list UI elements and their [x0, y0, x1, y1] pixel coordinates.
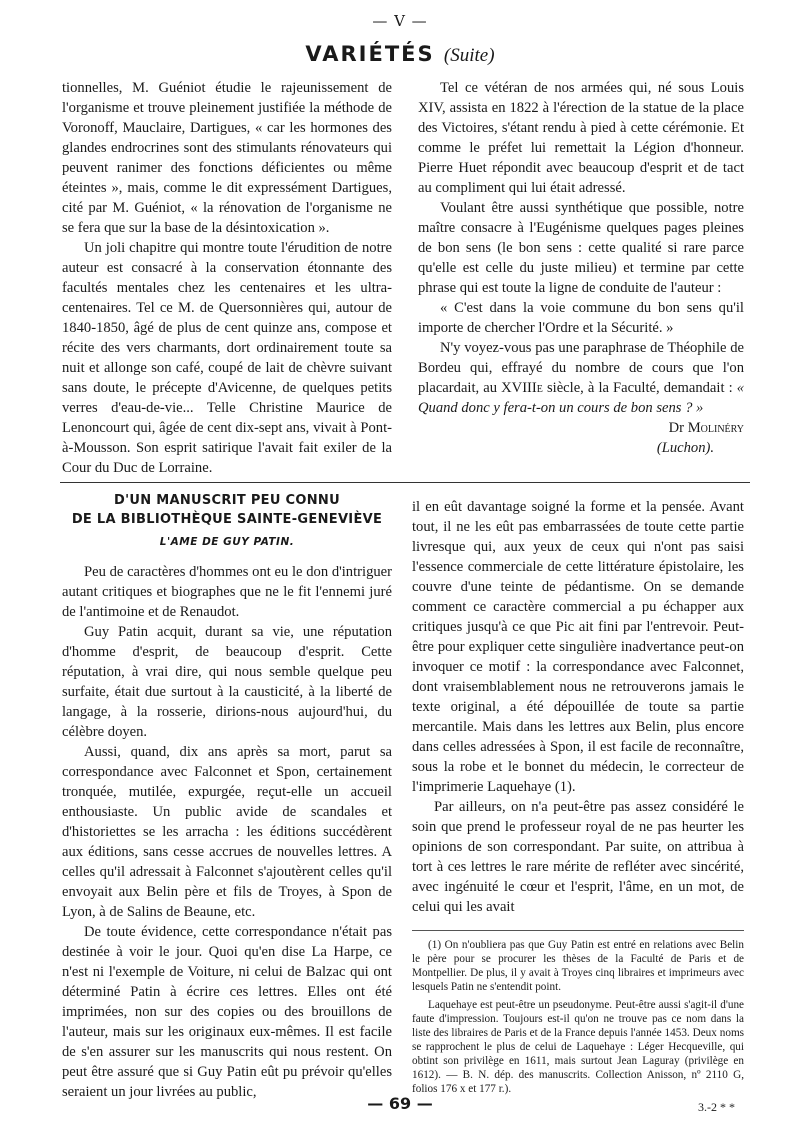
section-suite: (Suite) [443, 45, 495, 66]
printer-signature-mark: 3.-2 * * [698, 1100, 735, 1114]
paragraph [418, 338, 744, 418]
signature-prefix: Dr [668, 420, 685, 436]
paragraph: il en eût davantage soigné la forme et la pensée. Avant tout, il ne les eût pas embarrassées de toute cette partie livresque qui, aux yeux de ceux qui n'ont pas saisi l'essence commerciale de cette littérature épistolaire, les couvre d'une teinte de pédantisme. On se demande comment ce caractère commercial a pu échapper aux critiques jusqu'à ce que Pic ait fini par l'entrevoir. Peut-être pour expliquer cette singulière inadvertance peut-on invoquer ce motif : la correspondance avec Falconnet, dont vraisemblablement nous ne retrouverons jamais le texte original, a été dépouillée de toute sa partie mercantile. Mais dans les lettres aux Belin, plus encore dans celles adressées à Spon, il est facile de reconnaître, sous la robe et le bonnet du médecin, le correcteur de l'imprimerie Laquehaye (1). [412, 499, 744, 795]
top-left-column [62, 78, 392, 478]
century: XVIIIe [501, 380, 543, 396]
paragraph-text: N'y voyez-vous pas une paraphrase de Théophile de Bordeu qui, effrayé du nombre de cours que l'on placardait, au [418, 340, 744, 396]
bottom-right-column [412, 497, 744, 917]
article-subtitle: L'AME DE GUY PATIN. [159, 536, 295, 548]
paragraph: tionnelles, M. Guéniot étudie le rajeunissement de l'organisme et trouve pleinement justifiée la méthode de Voronoff, Mauclaire, Dartigues, « car les hormones des glandes endrocrines sont des stimulants rénovateurs qui peuvent ranimer des fonctions déficientes ou même éteintes », mais, comme le dit expressément Dartigues, cité par M. Guéniot, « la rénovation de l'organisme ne se fera que sur la base de la désintoxication ». [62, 80, 392, 236]
signature-name: Molinéry [687, 420, 744, 436]
paragraph: De toute évidence, cette correspondance n'était pas destinée à voir le jour. Quoi qu'en dise La Harpe, ce n'est ni l'exemple de Voiture, ni celui de Balzac qui ont déterminé Patin à écrire ces lettres. Elles ont été imprimées, non sur des copies ou des brouillons de l'auteur, mais sur les originaux eux-mêmes. Il est facile de s'en assurer sur les manuscrits qui nous restent. On peut être assuré que si Guy Patin eût pu prévoir qu'elles seraient un jour livrées au public, [62, 924, 392, 1100]
footnotes [412, 938, 744, 1100]
page-number: — 69 — [367, 1094, 433, 1113]
paragraph: Peu de caractères d'hommes ont eu le don d'intriguer autant critiques et biographes que ne le fit l'ennemi juré de l'antimoine et de Renaudot. [62, 564, 392, 620]
footnote-rule [412, 930, 744, 931]
top-right-column [418, 78, 744, 458]
paragraph: Guy Patin acquit, durant sa vie, une réputation d'homme d'esprit, de beaucoup d'esprit. Cette réputation, à vrai dire, qui nous semble quelque peu surfaite, était due surtout à la causticité, à la liberté de langage, à la rosserie, dirions-nous aujourd'hui, du célèbre doyen. [62, 624, 392, 740]
section-title [0, 42, 800, 67]
roman-page-number: — V — [372, 12, 428, 30]
article-title-line-2: DE LA BIBLIOTHÈQUE SAINTE-GENEVIÈVE [71, 512, 383, 527]
paragraph-text: siècle, à la Faculté, demandait : [542, 380, 737, 396]
paragraph: Voulant être aussi synthétique que possible, notre maître consacre à l'Eugénisme quelques pages pleines de bon sens (le bon sens : cette qualité si rare parce qu'elle est celle du juste milieu) et termine par cette phrase qui est toute la ligne de conduite de l'auteur : [418, 200, 744, 296]
italic-quotation: « Quand donc y fera-t-on un cours de bon sens ? » [418, 380, 745, 416]
paragraph: Aussi, quand, dix ans après sa mort, parut sa correspondance avec Falconnet et Spon, certainement tronquée, mutilée, expurgée, reçut-elle un accueil enthousiaste. Un public avide de scandales et d'historiettes se les arracha : les éditions succédèrent aux éditions, sans cesse accrues de nouvelles lettres. A celles qu'il adressait à Falconnet s'ajoutèrent celles qu'il envoyait aux Belin père et fils de Troyes, à Spon de Lyon, à de Salins de Beaune, etc. [62, 744, 392, 920]
signature-place-text: (Luchon). [656, 440, 714, 456]
paragraph: Tel ce vétéran de nos armées qui, né sous Louis XIV, assista en 1822 à l'érection de la statue de la place des Victoires, s'étant rendu à pied à cette cérémonie. Et comme le préfet lui remettait la Légion d'honneur. Pierre Huet répondit avec beaucoup d'esprit et de tact au compliment qui lui était adressé. [418, 80, 744, 196]
signature [418, 418, 744, 438]
footnote: (1) On n'oubliera pas que Guy Patin est entré en relations avec Belin le père pour se procurer les thèses de la Faculté de Paris et de Montpellier. De plus, il y avait à Troyes cinq libraires et imprimeurs avec lesquels Patin ne s'entendit point. [412, 939, 744, 993]
bottom-left-column [62, 562, 392, 1102]
paragraph: Un joli chapitre qui montre toute l'érudition de notre auteur est consacré à la conservation étonnante des facultés mentales chez les centenaires et les ultra-centenaires. Tel ce M. de Quersonnières qui, autour de 1840-1850, âgé de plus de cent quinze ans, compose et récite des vers charmants, dort ordinairement toute sa nuit et allonge son café, coupé de lait de chèvre suivant sans doute, le précepte d'Avicenne, de quelques petits verres d'eau-de-vie... Telle Christine Maurice de Lenoncourt qui, âgée de cent dix-sept ans, vivait à Pont-à-Mousson. Son esprit satirique l'avait fait exiler de la Cour du Duc de Lorraine. [62, 240, 392, 476]
footnote: Laquehaye est peut-être un pseudonyme. Peut-être aussi s'agit-il d'une faute d'impression. Toujours est-il qu'on ne trouve pas ce nom dans la liste des libraires de Paris et de la France depuis l'année 1453. Deux noms se rapprochent le plus de celui de Laquehaye : Léger Hecqueville, qui obtint son privilège en 1611, mais surtout Jean Laguray (privilège en 1612). — B. N. dép. des manuscrits. Collection Anisson, nº 2110 G, folios 176 x et 177 r.). [412, 999, 744, 1095]
section-divider [60, 482, 750, 483]
signature-place [418, 438, 744, 458]
quotation: « C'est dans la voie commune du bon sens qu'il importe de chercher l'Ordre et la Sécurité. » [418, 300, 744, 336]
article-title-line-1: D'UN MANUSCRIT PEU CONNU [114, 493, 340, 508]
paragraph: Par ailleurs, on n'a peut-être pas assez considéré le soin que prend le professeur royal de ne pas heurter les opinions de son correspondant. Par suite, on attribua à tort à ces lettres le rare mérite de refléter avec sincérité, avec ingénuité le cœur et l'esprit, l'âme, en un mot, de celui qui les avait [412, 799, 744, 915]
section-title-text: VARIÉTÉS [305, 42, 435, 66]
